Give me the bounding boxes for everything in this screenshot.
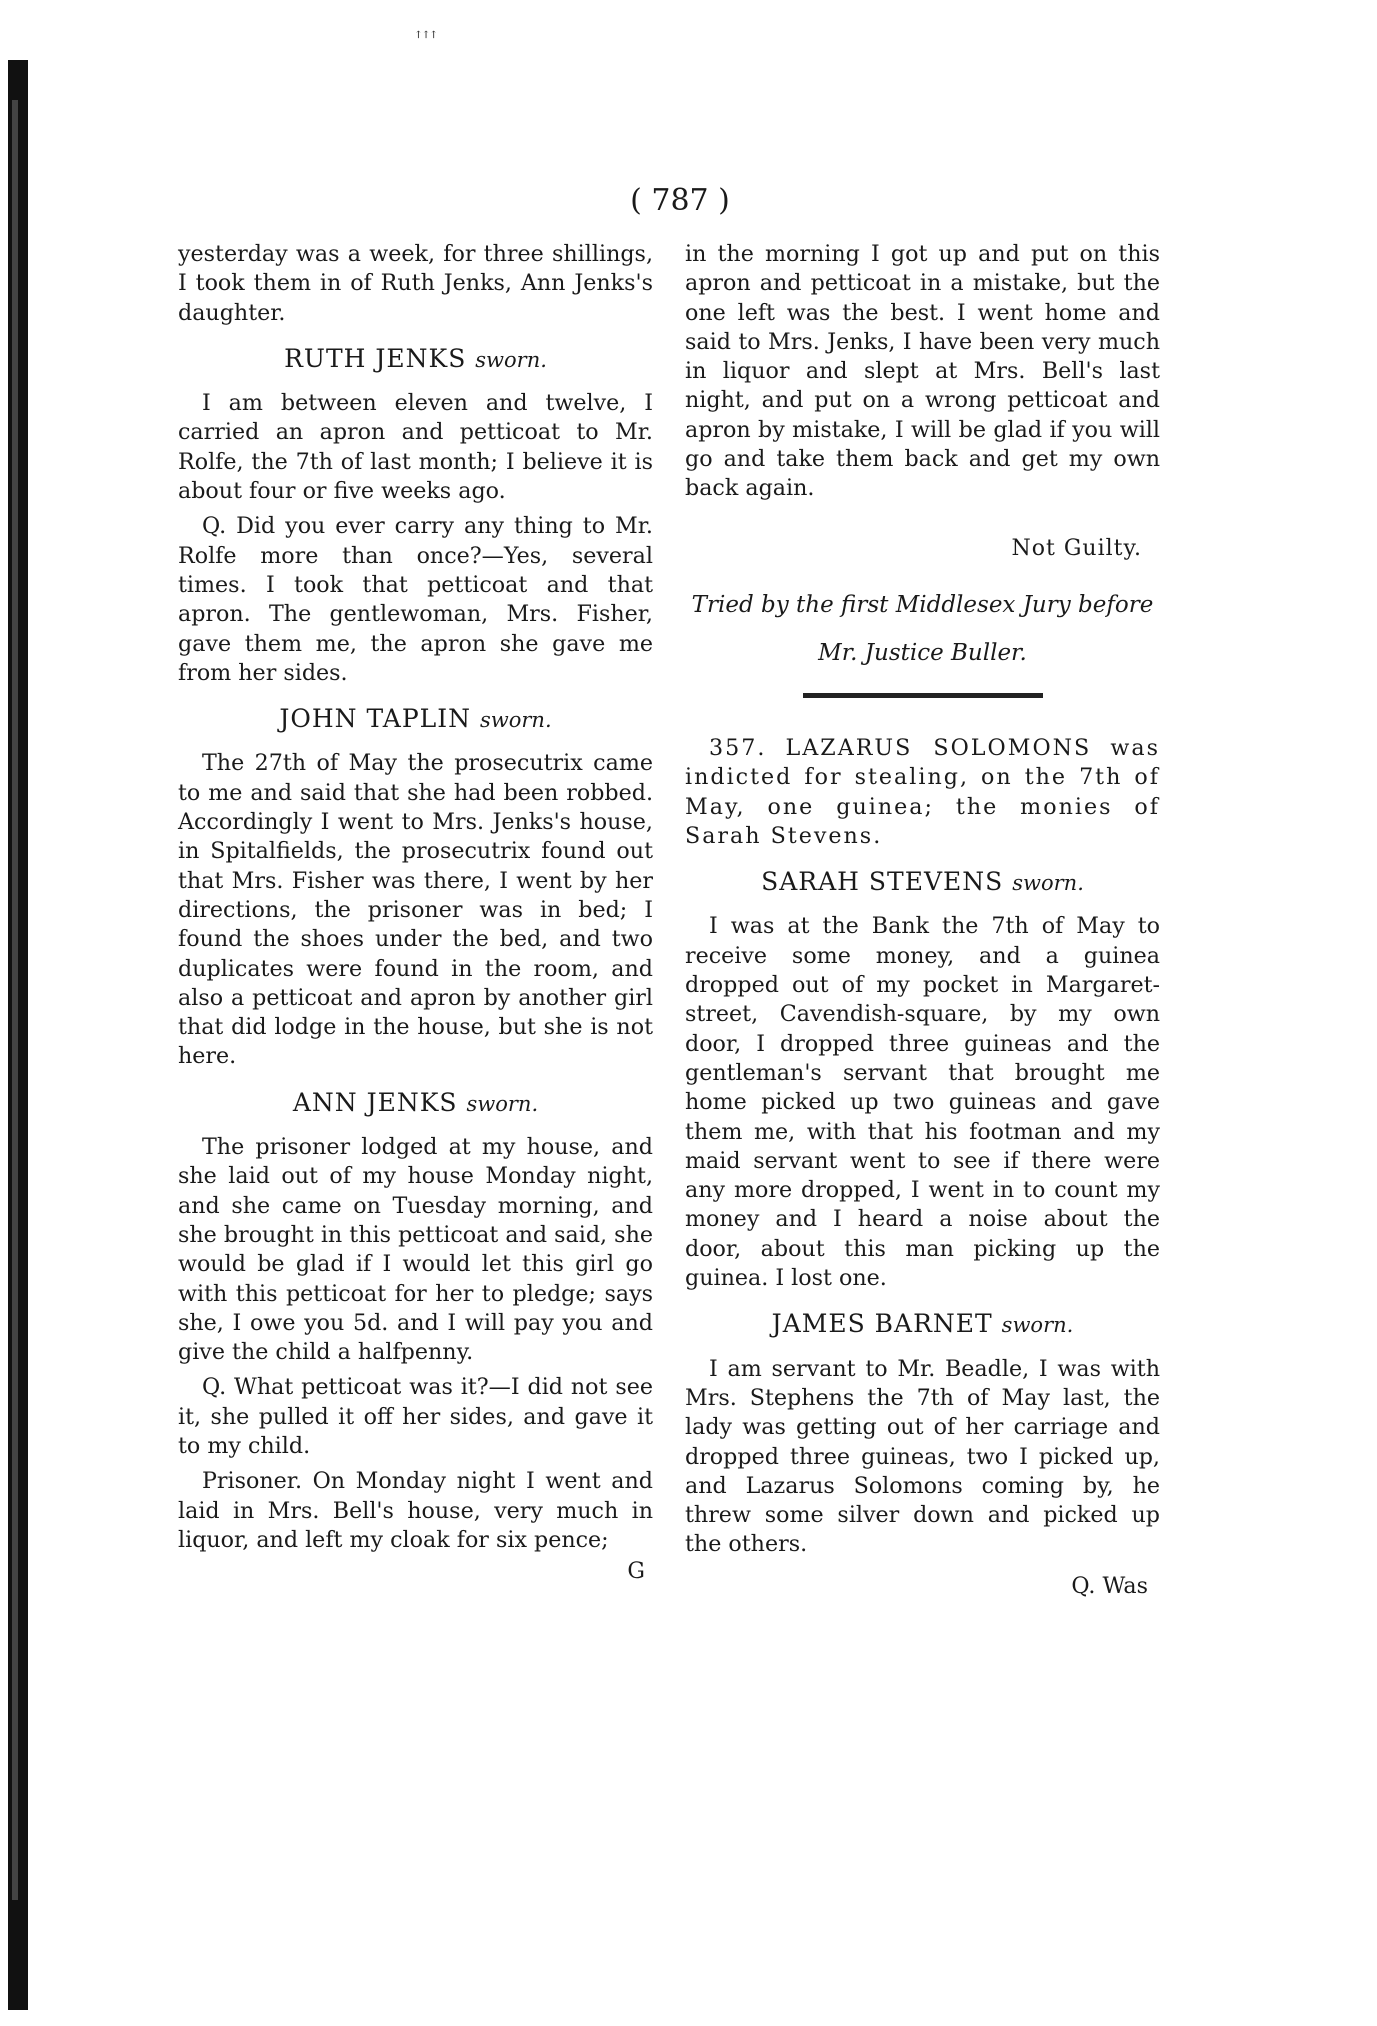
defendant-name: LAZARUS SOLOMONS bbox=[785, 734, 1092, 761]
trial-note-line: Mr. Justice Buller. bbox=[818, 639, 1027, 666]
binding-shadow bbox=[8, 60, 28, 2010]
sworn-label: sworn. bbox=[1001, 1313, 1074, 1338]
witness-name: ANN JENKS bbox=[292, 1087, 458, 1117]
paragraph: Q. Did you ever carry any thing to Mr. Rolfe more than once?—Yes, several times. I took that petticoat and that apron. The gentlewoman, Mrs. Fisher, gave them me, the apron she gave me from her sides. bbox=[178, 513, 653, 686]
paragraph: Q. What petticoat was it?—I did not see it, she pulled it off her sides, and gave it to my child. bbox=[178, 1374, 653, 1459]
trial-note-line: Tried by the first Middlesex Jury before bbox=[691, 591, 1154, 618]
witness-heading bbox=[178, 344, 653, 375]
witness-name: SARAH STEVENS bbox=[761, 867, 1004, 897]
trial-note bbox=[685, 581, 1160, 677]
paragraph: Prisoner. On Monday night I went and laid in Mrs. Bell's house, very much in liquor, and left my cloak for six pence; bbox=[178, 1468, 653, 1553]
paragraph: I am between eleven and twelve, I carried an apron and petticoat to Mr. Rolfe, the 7th of last month; I believe it is about four or five weeks ago. bbox=[178, 390, 653, 505]
paragraph: I was at the Bank the 7th of May to receive some money, and a guinea dropped out of my pocket in Margaret-street, Cavendish-square, by my own door, I dropped three guineas and the gentleman's servant that brought me home picked up two guineas and gave them me, with that his footman and my maid servant went to see if there were any more dropped, I went in to count my money and I heard a noise about the door, about this man picking up the guinea. I lost one. bbox=[685, 913, 1160, 1292]
sworn-label: sworn. bbox=[466, 1091, 539, 1116]
witness-name: RUTH JENKS bbox=[284, 343, 467, 373]
left-column bbox=[178, 240, 653, 1586]
right-column bbox=[685, 240, 1160, 1601]
paragraph: in the morning I got up and put on this apron and petticoat in a mistake, but the one left was the best. I went home and said to Mrs. Jenks, I have been very much in liquor and slept at Mrs. Bell's last night, and put on a wrong petticoat and apron by mistake, I will be glad if you will go and take them back and get my own back again. bbox=[685, 241, 1160, 502]
sworn-label: sworn. bbox=[1012, 871, 1084, 896]
page-number: ( 787 ) bbox=[630, 183, 730, 218]
witness-heading bbox=[685, 1309, 1160, 1340]
witness-name: JAMES BARNET bbox=[771, 1309, 993, 1339]
sworn-label: sworn. bbox=[480, 708, 552, 733]
paragraph: The 27th of May the prosecutrix came to me and said that she had been robbed. Accordingly I went to Mrs. Jenks's house, in Spitalfields, the prosecutrix found out that Mrs. Fisher was there, I went by her directions, the prisoner was in bed; I found the shoes under the bed, and two duplicates were found in the room, and also a petticoat and apron by another girl that did lodge in the house, but she is not here. bbox=[178, 750, 653, 1070]
catchword: Q. Was bbox=[1071, 1572, 1148, 1599]
case-number: 357. bbox=[709, 734, 767, 761]
sworn-label: sworn. bbox=[475, 347, 547, 372]
paragraph: The prisoner lodged at my house, and she laid out of my house Monday night, and she came on Tuesday morning, and she brought in this petticoat and said, she would be glad if I would let this girl go with this petticoat for her to pledge; says she, I owe you 5d. and I will pay you and give the child a halfpenny. bbox=[178, 1134, 653, 1366]
verdict: Not Guilty. bbox=[1011, 535, 1142, 561]
section-divider bbox=[803, 693, 1043, 698]
paragraph: yesterday was a week, for three shillings, I took them in of Ruth Jenks, Ann Jenks's daughter. bbox=[178, 241, 653, 326]
witness-heading bbox=[685, 867, 1160, 898]
indictment-text: was indicted for stealing, on the 7th of May, one guinea; the monies of Sarah Stevens. bbox=[685, 734, 1160, 849]
witness-heading bbox=[178, 704, 653, 735]
paragraph: I am servant to Mr. Beadle, I was with Mrs. Stephens the 7th of May last, the lady was getting out of her carriage and dropped three guineas, two I picked up, and Lazarus Solomons coming by, he threw some silver down and picked up the others. bbox=[685, 1355, 1160, 1558]
binding-shadow-inner bbox=[12, 100, 18, 1900]
ink-smudge: ꜛꜛꜛ bbox=[415, 28, 438, 49]
witness-name: JOHN TAPLIN bbox=[279, 704, 472, 734]
witness-heading bbox=[178, 1088, 653, 1119]
case-heading bbox=[685, 734, 1160, 851]
signature-mark: G bbox=[627, 1559, 645, 1585]
